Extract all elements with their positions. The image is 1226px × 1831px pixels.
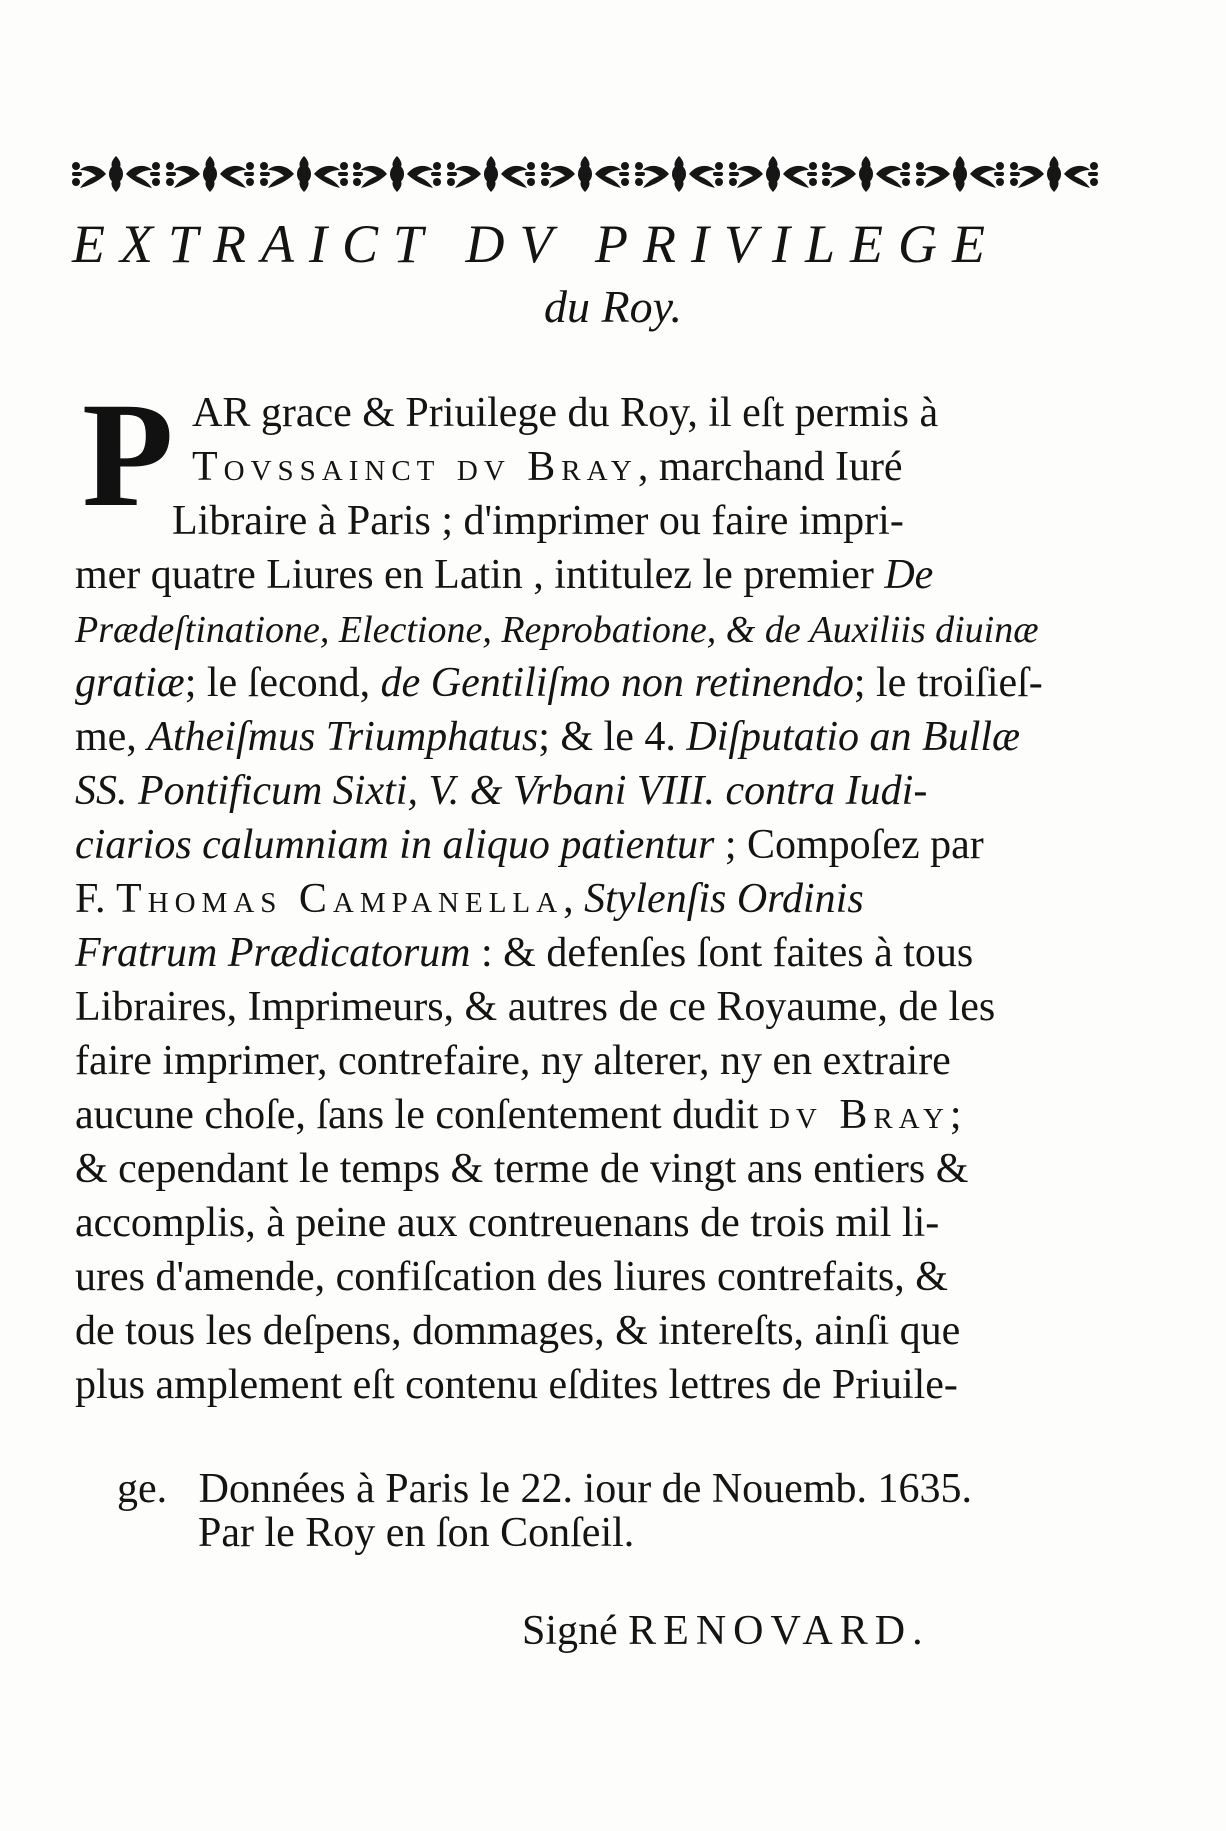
body-line — [75, 1036, 951, 1086]
body-text: accomplis, à peine aux contreuenans de trois mil li- — [75, 1200, 940, 1246]
drop-cap: P — [82, 372, 174, 538]
body-line — [75, 1306, 960, 1356]
closing-line — [198, 1508, 634, 1558]
body-text: ; le ſecond, — [184, 660, 381, 706]
body-text: : & defenſes ſont faites à tous — [470, 930, 974, 976]
author-name: Thomas Campanella — [116, 876, 564, 922]
latin-title: Stylenſis Ordinis — [584, 876, 864, 922]
body-line — [75, 1360, 958, 1410]
body-text: , — [563, 876, 585, 922]
printer-name: dv Bray — [768, 1092, 950, 1138]
fleuron-icon — [727, 152, 819, 196]
date-line: ge. Données à Paris le 22. iour de Nouemb. 1635. — [117, 1466, 972, 1512]
body-line — [75, 1090, 962, 1140]
body-text: ; le troiſieſ- — [853, 660, 1043, 706]
body-line — [75, 874, 864, 924]
body-line — [75, 550, 933, 600]
body-line — [75, 766, 927, 816]
body-text: mer quatre Liures en Latin , intitulez le premier — [75, 552, 885, 598]
fleuron-icon — [164, 152, 256, 196]
signature-line — [522, 1606, 930, 1656]
fleuron-icon — [633, 152, 725, 196]
body-line — [192, 388, 938, 438]
body-line — [75, 658, 1043, 708]
latin-title: Prædeſtinatione, Electione, Reprobatione, & de Auxiliis diuinæ — [75, 609, 1039, 651]
body-text: aucune choſe, ſans le conſentement dudit — [75, 1092, 769, 1138]
document-heading: EXTRAICT DV PRIVILEGE — [72, 214, 1000, 274]
fleuron-icon — [70, 152, 162, 196]
fleuron-icon — [351, 152, 443, 196]
fleuron-icon — [258, 152, 350, 196]
body-text: ures d'amende, confiſcation des liures contrefaits, & — [75, 1254, 948, 1300]
fleuron-icon — [820, 152, 912, 196]
latin-title: Fratrum Prædicatorum — [75, 930, 471, 976]
closing-text: Par le Roy en ſon Conſeil. — [198, 1510, 635, 1556]
body-text: , marchand Iuré — [637, 444, 903, 490]
body-text: ; & le 4. — [538, 714, 687, 760]
latin-title: gratiæ — [75, 660, 185, 706]
fleuron-icon — [445, 152, 537, 196]
body-text: Libraires, Imprimeurs, & autres de ce Royaume, de les — [75, 984, 996, 1030]
body-text: ; Compoſez par — [714, 822, 984, 868]
latin-title: de Gentiliſmo non retinendo — [380, 660, 854, 706]
body-line — [75, 820, 984, 870]
fleuron-icon — [539, 152, 631, 196]
body-line — [192, 442, 903, 492]
body-line — [75, 1144, 968, 1194]
body-line — [75, 604, 1039, 655]
body-line — [75, 1252, 948, 1302]
latin-title: Diſputatio an Bullæ — [686, 714, 1021, 760]
latin-title: Atheiſmus Triumphatus — [147, 714, 539, 760]
printer-name: Tovssainct dv Bray — [192, 444, 638, 490]
signatory-name: RENOVARD. — [628, 1608, 930, 1654]
body-text: AR grace & Priuilege du Roy, il eſt permis à — [192, 390, 939, 436]
body-text: de tous les deſpens, dommages, & intereſts, ainſi que — [75, 1308, 961, 1354]
body-text: ; — [949, 1092, 962, 1138]
body-text: faire imprimer, contrefaire, ny alterer, ny en extraire — [75, 1038, 951, 1084]
body-text: me, — [75, 714, 148, 760]
body-text: & cependant le temps & terme de vingt ans entiers & — [75, 1146, 969, 1192]
body-line — [172, 496, 904, 546]
body-text: F. — [75, 876, 116, 922]
body-text: Libraire à Paris ; d'imprimer ou faire impri- — [172, 498, 904, 544]
latin-title: SS. Pontificum Sixti, V. & Vrbani VIII. contra Iudi- — [75, 768, 928, 814]
document-subheading: du Roy. — [544, 281, 682, 332]
fleuron-icon — [914, 152, 1006, 196]
fleuron-icon — [1008, 152, 1100, 196]
body-line — [75, 712, 1020, 762]
body-text: plus amplement eſt contenu eſdites lettres de Priuile- — [75, 1362, 958, 1408]
latin-title: De — [884, 552, 934, 598]
signature-label: Signé — [522, 1608, 629, 1654]
body-line — [75, 982, 995, 1032]
latin-title: ciarios calumniam in aliquo patientur — [75, 822, 715, 868]
body-line — [75, 1198, 939, 1248]
body-line — [75, 928, 973, 978]
fleuron-ornament-band-icon — [70, 150, 1100, 198]
